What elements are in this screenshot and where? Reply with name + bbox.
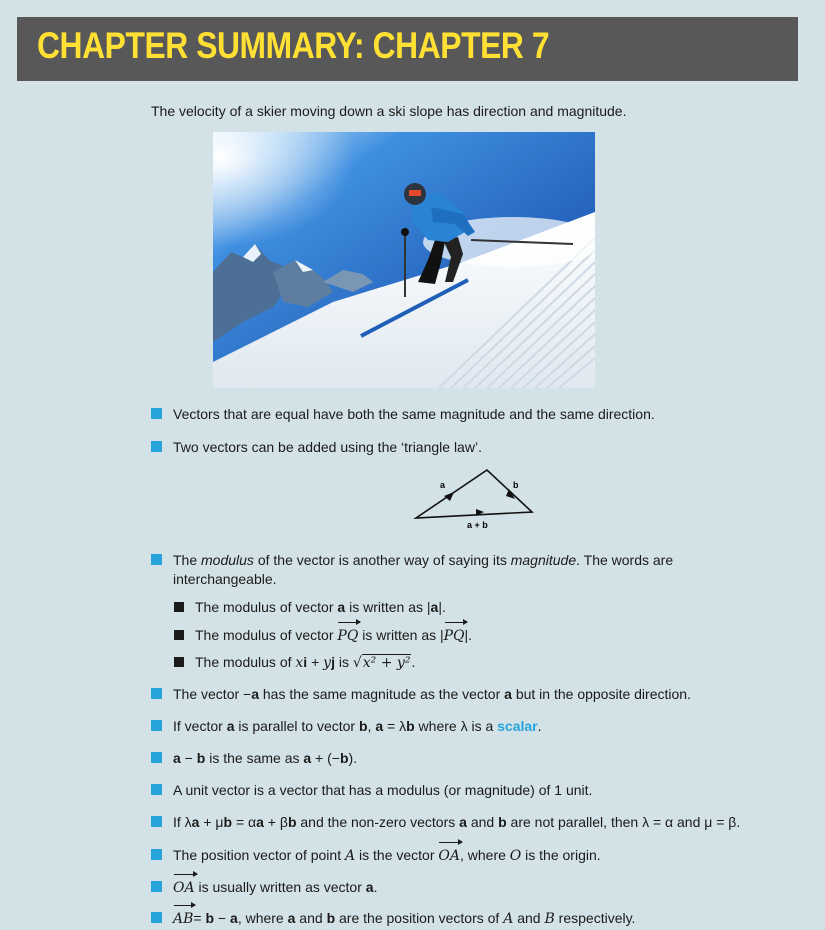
sqrt-expression: x² + y² [362, 655, 411, 671]
bullet-square [151, 912, 162, 923]
bullet-square [151, 408, 162, 419]
sub-bullet-square [174, 657, 184, 667]
bullet-square [151, 720, 162, 731]
bullet-square [151, 554, 162, 565]
bullet-square [151, 881, 162, 892]
sub-bullet-square [174, 602, 184, 612]
bullet-square [151, 752, 162, 763]
triangle-law-diagram [412, 466, 538, 532]
bullet-square [151, 441, 162, 452]
vector-sum-label: a + b [467, 520, 488, 530]
vector-b-label: b [513, 480, 519, 490]
bullet-square [151, 688, 162, 699]
chapter-title: CHAPTER SUMMARY: CHAPTER 7 [37, 25, 550, 66]
scalar-link: scalar [497, 718, 538, 734]
chapter-header [17, 17, 798, 81]
skier-photo [213, 132, 595, 388]
intro-text: The velocity of a skier moving down a ski slope has direction and magnitude. [151, 103, 627, 119]
sub-bullet-square [174, 630, 184, 640]
bullet-square [151, 849, 162, 860]
bullet-square [151, 816, 162, 827]
bullet-square [151, 784, 162, 795]
vector-a-label: a [440, 480, 446, 490]
